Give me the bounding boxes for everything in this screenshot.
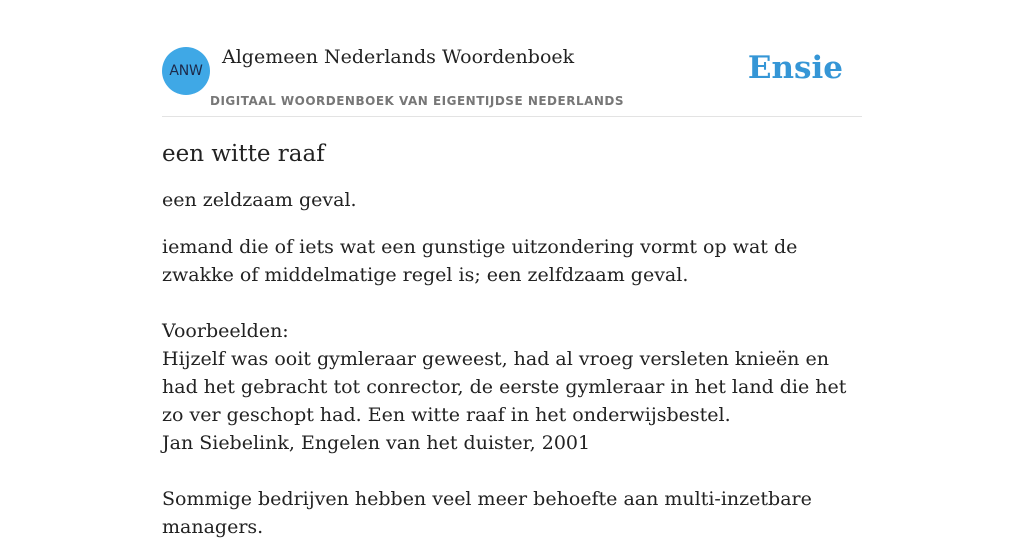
- anw-logo[interactable]: ANW: [162, 47, 210, 95]
- site-subtitle: DIGITAAL WOORDENBOEK VAN EIGENTIJDSE NEDERLANDS: [210, 94, 625, 108]
- spacer: [162, 457, 862, 485]
- site-header: [162, 40, 862, 117]
- example-source: Jan Siebelink, Engelen van het duister, 2001: [162, 432, 591, 454]
- entry-explanation: iemand die of iets wat een gunstige uitzondering vormt op wat de zwakke of middelmatige regel is; een zelfdzaam geval.: [162, 236, 798, 286]
- ensie-logo[interactable]: Ensie: [747, 50, 843, 86]
- examples-label: Voorbeelden:: [162, 320, 289, 342]
- spacer: [162, 289, 862, 317]
- example-text: Hijzelf was ooit gymleraar geweest, had al vroeg versleten knieën en had het gebracht tot conrector, de eerste gymleraar in het land die het zo ver geschopt had. Een witte raaf in het onderwijsbestel.: [162, 348, 847, 426]
- entry-definition: een zeldzaam geval.: [162, 189, 357, 211]
- dictionary-entry: [162, 136, 862, 541]
- example-text: Sommige bedrijven hebben veel meer behoefte aan multi-inzetbare managers.: [162, 488, 812, 538]
- site-title[interactable]: Algemeen Nederlands Woordenboek: [222, 46, 575, 68]
- entry-term: een witte raaf: [162, 141, 325, 167]
